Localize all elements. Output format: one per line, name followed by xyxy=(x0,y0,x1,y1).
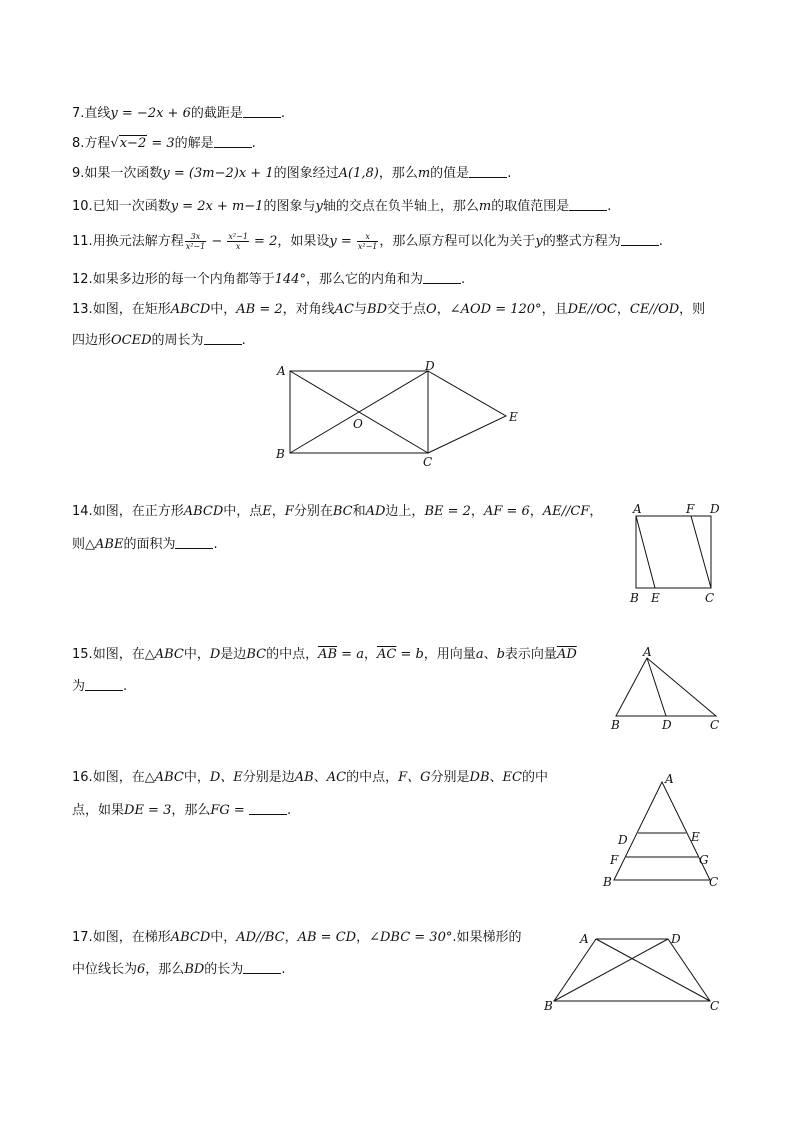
question-8: 8.方程√x−2 = 3的解是 . xyxy=(72,136,256,151)
answer-blank[interactable] xyxy=(204,332,242,345)
fraction: $\frac{3x}{\text{x²−1}}$ xyxy=(185,232,206,251)
label-b: B xyxy=(611,718,620,732)
segment-fc xyxy=(691,516,711,588)
answer-blank[interactable] xyxy=(569,198,607,211)
q17-number: 17. xyxy=(72,930,93,945)
vector-ab: $\overline{AB}$ xyxy=(318,647,338,662)
square-abcd xyxy=(636,516,711,588)
label-d: D xyxy=(710,502,720,516)
question-16: 16.如图，在△ABC中，D、E分别是边AB、AC的中点，F、G分别是DB、EC的中 xyxy=(72,770,548,785)
question-9: 9.如果一次函数y = (3m−2)x + 1的图象经过A(1,8)，那么m的值是 . xyxy=(72,166,512,181)
label-c: C xyxy=(710,718,720,732)
question-15-line2: 为 . xyxy=(72,679,128,694)
answer-blank[interactable] xyxy=(175,536,213,549)
median-ad xyxy=(647,658,666,716)
label-g: G xyxy=(699,853,709,867)
label-e: E xyxy=(651,591,660,605)
q11-number: 11. xyxy=(72,234,93,249)
label-f: F xyxy=(686,502,695,516)
answer-blank[interactable] xyxy=(469,165,507,178)
diagonal-bd xyxy=(554,939,668,1001)
question-16-line2: 点，如果DE = 3，那么FG = . xyxy=(72,803,292,818)
label-d: D xyxy=(671,932,681,946)
answer-blank[interactable] xyxy=(249,802,287,815)
question-14: 14.如图，在正方形ABCD中，点E，F分别在BC和AD边上，BE = 2，AF = 6，AE//CF， xyxy=(72,504,603,519)
label-b: B xyxy=(603,875,612,889)
q10-number: 10. xyxy=(72,199,93,214)
fraction: $\frac{\text{x²−1}}{x}$ xyxy=(228,232,248,251)
label-a: A xyxy=(277,364,286,378)
label-a: A xyxy=(665,772,674,786)
question-12: 12.如果多边形的每一个内角都等于144°，那么它的内角和为 . xyxy=(72,272,466,287)
label-c: C xyxy=(423,455,433,469)
question-11: 11.用换元法解方程 $\frac{3x}{\text{x²−1}}$ − $\frac{\text{x²−1}}{x}$ = 2，如果设y = $\frac{x}{\text{x²−1}}$ ，那么原方程可以化为关于y的整式方程为 . xyxy=(72,232,663,251)
question-10: 10.已知一次函数y = 2x + m−1的图象与y轴的交点在负半轴上，那么m的取值范围是 . xyxy=(72,199,612,214)
question-14-line2: 则△ABE的面积为 . xyxy=(72,537,218,552)
label-a: A xyxy=(643,645,652,659)
q14-number: 14. xyxy=(72,504,93,519)
label-c: C xyxy=(705,591,715,605)
figure-15-triangle xyxy=(604,642,734,737)
question-13-line2: 四边形OCED的周长为 . xyxy=(72,333,246,348)
q8-number: 8. xyxy=(72,136,85,151)
label-f: F xyxy=(610,853,619,867)
fraction: $\frac{x}{\text{x²−1}}$ xyxy=(357,232,378,251)
answer-blank[interactable] xyxy=(214,135,252,148)
triangle-abc xyxy=(616,658,716,716)
vector-ac: $\overline{AC}$ xyxy=(376,647,397,662)
q16-number: 16. xyxy=(72,770,93,785)
vector-ad: $\overline{AD}$ xyxy=(556,647,577,662)
question-15: 15.如图，在△ABC中，D是边BC的中点，$\overline{AB} = a$，$\overline{AC} = b$，用向量a、b表示向量$\overline{AD}$ xyxy=(72,647,577,662)
answer-blank[interactable] xyxy=(85,678,123,691)
label-e: E xyxy=(509,410,518,424)
diagonal-ac xyxy=(596,939,710,1001)
segment-ae xyxy=(636,516,655,588)
q8-radicand: x−2 xyxy=(119,136,147,151)
answer-blank[interactable] xyxy=(423,271,461,284)
answer-blank[interactable] xyxy=(621,233,659,246)
label-d: D xyxy=(425,359,435,373)
q9-number: 9. xyxy=(72,166,85,181)
figure-16-triangle xyxy=(596,770,726,892)
sqrt-symbol: √ xyxy=(110,136,119,151)
label-c: C xyxy=(710,999,720,1013)
label-a: A xyxy=(580,932,589,946)
segments-de-ec xyxy=(428,371,506,453)
question-17-line2: 中位线长为6，那么BD的长为 . xyxy=(72,962,286,977)
figure-17-trapezoid xyxy=(540,926,730,1018)
label-d: D xyxy=(662,718,672,732)
label-a: A xyxy=(633,502,642,516)
figure-14-square xyxy=(624,498,734,608)
label-e: E xyxy=(691,830,700,844)
q12-number: 12. xyxy=(72,272,93,287)
label-o: O xyxy=(353,417,363,431)
label-d: D xyxy=(618,833,628,847)
label-c: C xyxy=(709,875,719,889)
q15-number: 15. xyxy=(72,647,93,662)
trapezoid-abcd xyxy=(554,939,710,1001)
q7-number: 7. xyxy=(72,106,85,121)
label-b: B xyxy=(276,447,285,461)
figure-13-rectangle xyxy=(272,358,532,468)
answer-blank[interactable] xyxy=(243,961,281,974)
question-13: 13.如图，在矩形ABCD中，AB = 2，对角线AC与BD交于点O，∠AOD = 120°，且DE//OC，CE//OD，则 xyxy=(72,302,706,317)
label-b: B xyxy=(630,591,639,605)
label-b: B xyxy=(544,999,553,1013)
answer-blank[interactable] xyxy=(243,105,281,118)
question-7: 7.直线y = −2x + 6的截距是 . xyxy=(72,106,286,121)
q7-expression: y = −2x + 6 xyxy=(110,106,191,121)
q13-number: 13. xyxy=(72,302,93,317)
question-17: 17.如图，在梯形ABCD中，AD//BC，AB = CD，∠DBC = 30°.如果梯形的 xyxy=(72,930,522,945)
